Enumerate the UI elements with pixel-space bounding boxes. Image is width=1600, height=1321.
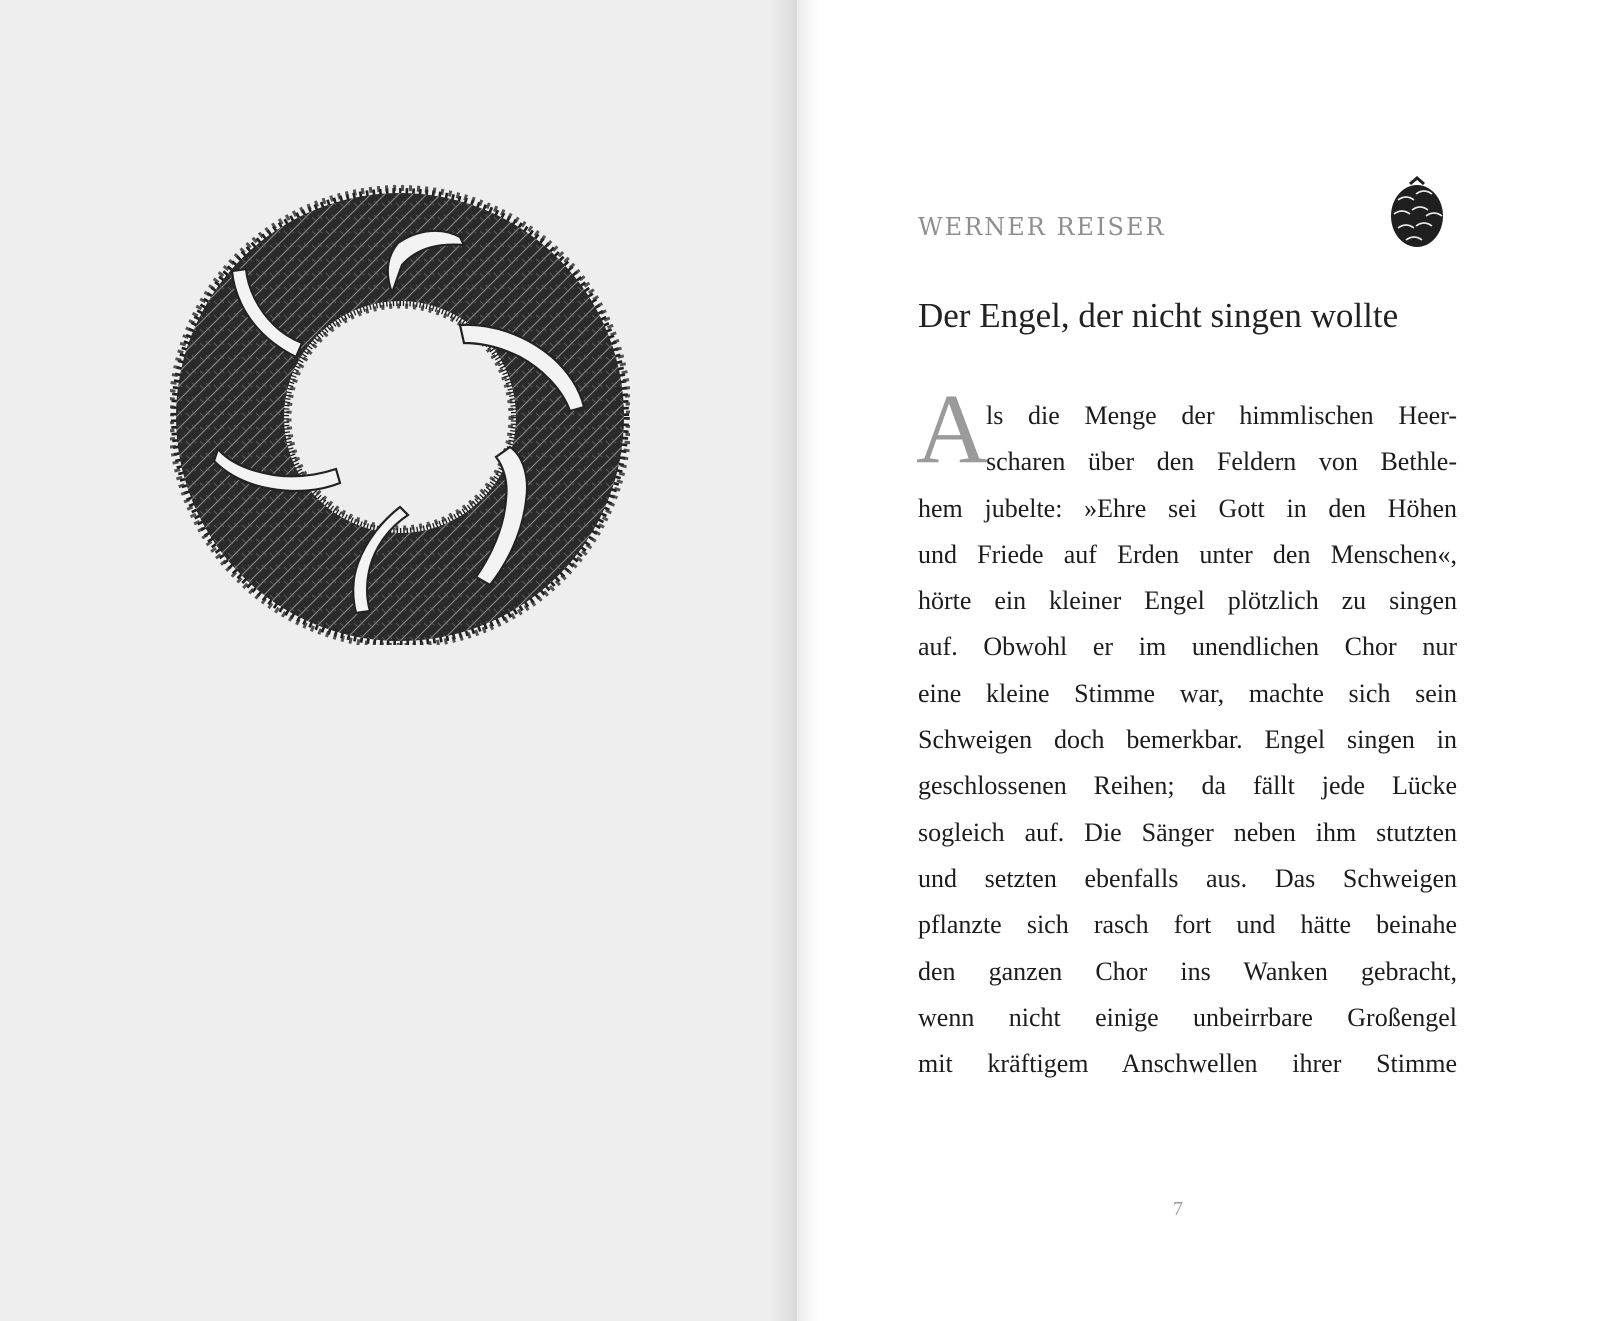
body-line: den ganzen Chor ins Wanken gebracht, bbox=[918, 956, 1457, 986]
body-line: hem jubelte: »Ehre sei Gott in den Höhen bbox=[918, 493, 1457, 523]
body-line: wenn nicht einige unbeirrbare Großengel bbox=[918, 1002, 1457, 1032]
gutter-shadow-right bbox=[797, 0, 819, 1321]
body-text bbox=[916, 373, 1457, 1087]
wreath-illustration bbox=[170, 185, 630, 645]
body-line: und setzten ebenfalls aus. Das Schweigen bbox=[918, 863, 1457, 893]
body-line: sogleich auf. Die Sänger neben ihm stutzten bbox=[918, 817, 1457, 847]
body-line: geschlossenen Reihen; da fällt jede Lücke bbox=[918, 771, 1457, 801]
left-page bbox=[0, 0, 797, 1321]
body-line: ls die Menge der himmlischen Heer- bbox=[986, 401, 1457, 430]
drop-cap: A bbox=[916, 373, 989, 484]
body-line: pflanzte sich rasch fort und hätte beinahe bbox=[918, 910, 1457, 940]
body-line: Schweigen doch bemerkbar. Engel singen in bbox=[918, 725, 1457, 755]
body-line: scharen über den Feldern von Bethle- bbox=[986, 447, 1457, 477]
pinecone-icon bbox=[1386, 176, 1448, 250]
chapter-title: Der Engel, der nicht singen wollte bbox=[918, 296, 1399, 335]
body-line: und Friede auf Erden unter den Menschen«, bbox=[918, 539, 1457, 569]
gutter-shadow bbox=[770, 0, 800, 1321]
author-name: WERNER REISER bbox=[918, 213, 1166, 241]
body-line: mit kräftigem Anschwellen ihrer Stimme bbox=[918, 1049, 1457, 1079]
body-line: hörte ein kleiner Engel plötzlich zu singen bbox=[918, 586, 1457, 616]
body-line: eine kleine Stimme war, machte sich sein bbox=[918, 678, 1457, 708]
page-number: 7 bbox=[1173, 1198, 1183, 1220]
right-page bbox=[797, 0, 1600, 1321]
body-line: auf. Obwohl er im unendlichen Chor nur bbox=[918, 632, 1457, 662]
